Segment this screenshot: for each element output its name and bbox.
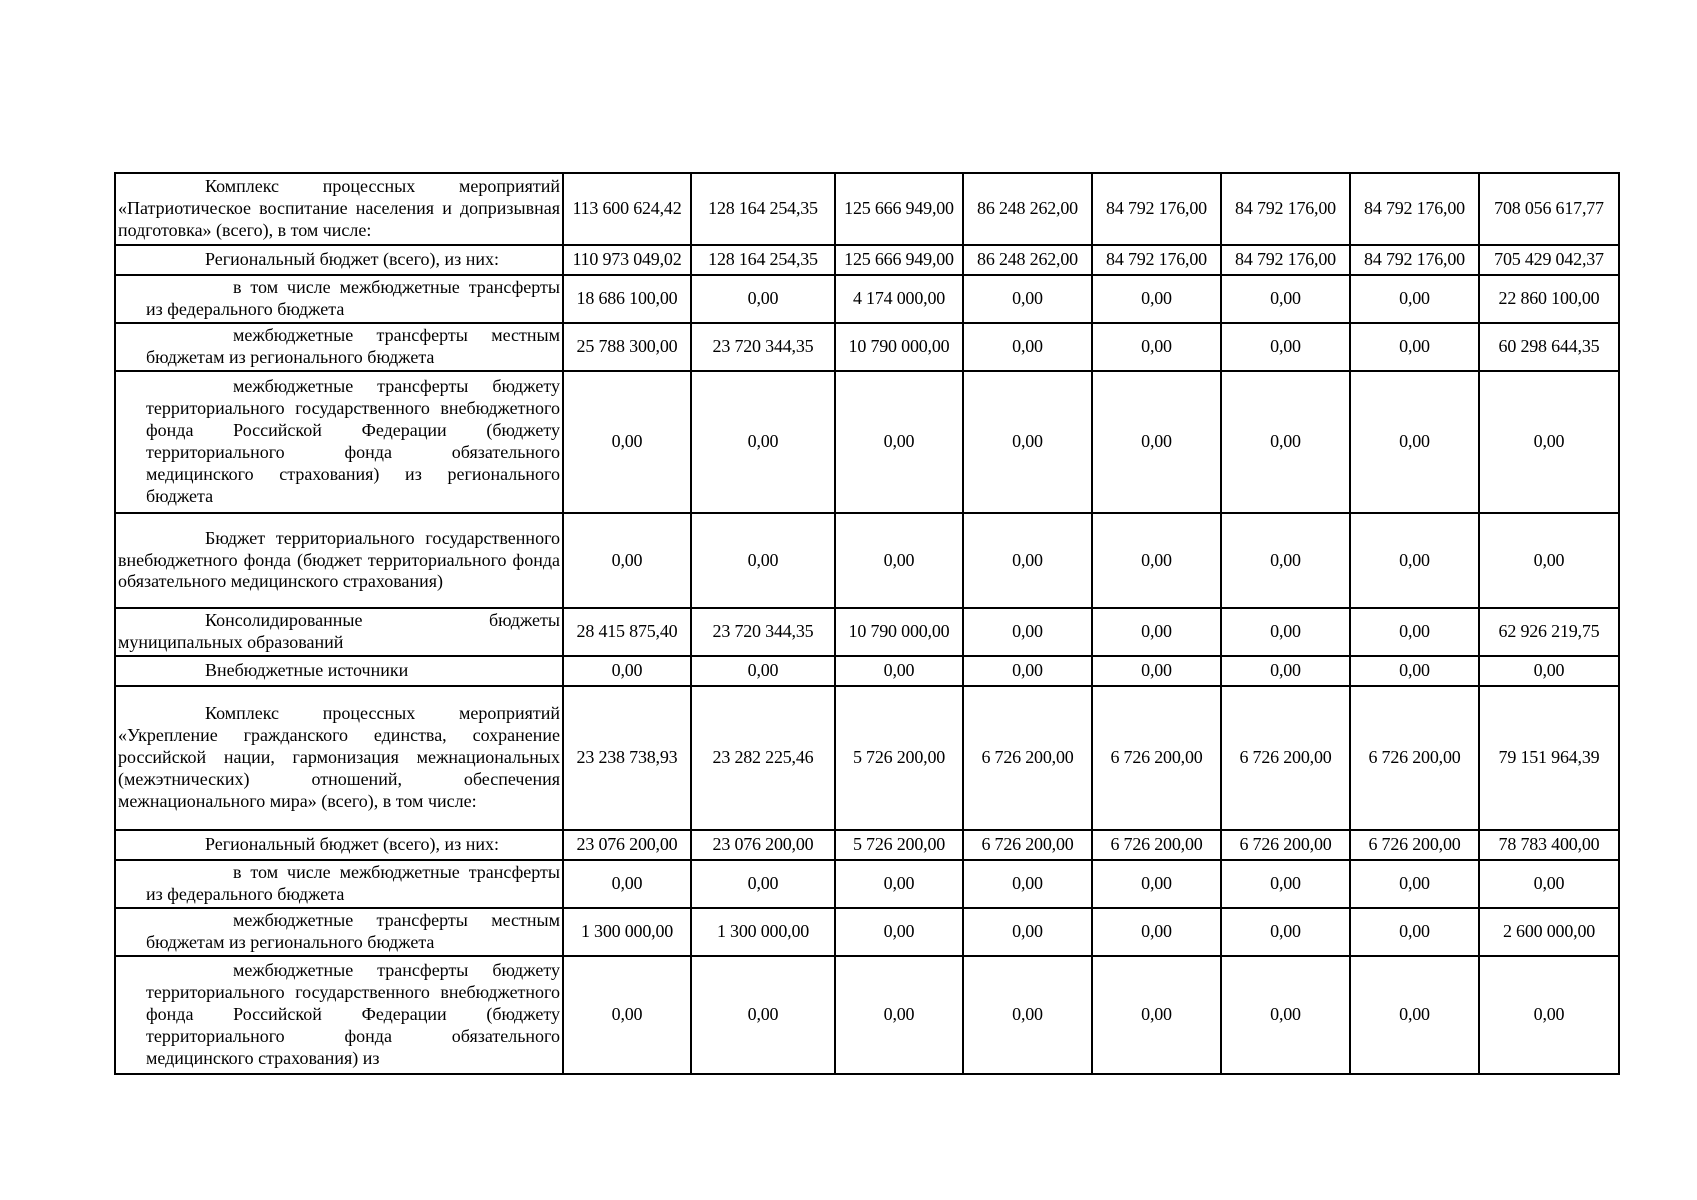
table-row (115, 860, 1619, 908)
row-label: Комплекс процессных мероприятий «Патриотическое воспитание населения и допризывная подготовка» (всего), в том числе: (115, 173, 563, 245)
value-cell: 10 790 000,00 (835, 608, 963, 656)
value-cell: 0,00 (963, 371, 1092, 513)
value-cell: 110 973 049,02 (563, 245, 691, 275)
value-cell: 0,00 (691, 956, 835, 1074)
value-cell: 0,00 (1092, 908, 1221, 956)
value-cell: 0,00 (1350, 608, 1479, 656)
value-cell: 23 282 225,46 (691, 686, 835, 830)
value-cell: 0,00 (691, 656, 835, 686)
value-cell: 4 174 000,00 (835, 275, 963, 323)
row-label: Региональный бюджет (всего), из них: (115, 830, 563, 860)
row-label: в том числе межбюджетные трансферты из федерального бюджета (115, 860, 563, 908)
value-cell: 0,00 (1221, 371, 1350, 513)
value-cell: 0,00 (963, 656, 1092, 686)
value-cell: 5 726 200,00 (835, 686, 963, 830)
value-cell: 0,00 (1092, 323, 1221, 371)
table-row (115, 513, 1619, 608)
value-cell: 0,00 (1350, 860, 1479, 908)
row-label: Консолидированные бюджеты муниципальных образований (115, 608, 563, 656)
value-cell: 0,00 (1350, 908, 1479, 956)
value-cell: 23 076 200,00 (691, 830, 835, 860)
value-cell: 0,00 (835, 956, 963, 1074)
value-cell: 84 792 176,00 (1221, 173, 1350, 245)
table-row (115, 830, 1619, 860)
table-row (115, 956, 1619, 1074)
value-cell: 0,00 (1221, 323, 1350, 371)
value-cell: 0,00 (835, 860, 963, 908)
value-cell: 23 720 344,35 (691, 608, 835, 656)
table-body (115, 173, 1619, 1074)
row-label: Бюджет территориального государственного внебюджетного фонда (бюджет территориального фонда обязательного медицинского страхования) (115, 513, 563, 608)
value-cell: 6 726 200,00 (1350, 686, 1479, 830)
value-cell: 0,00 (1092, 956, 1221, 1074)
value-cell: 0,00 (691, 513, 835, 608)
value-cell: 0,00 (835, 371, 963, 513)
value-cell: 0,00 (1221, 275, 1350, 323)
value-cell: 23 076 200,00 (563, 830, 691, 860)
value-cell: 6 726 200,00 (1092, 830, 1221, 860)
value-cell: 0,00 (1092, 860, 1221, 908)
value-cell: 5 726 200,00 (835, 830, 963, 860)
table-row (115, 908, 1619, 956)
row-label: в том числе межбюджетные трансферты из федерального бюджета (115, 275, 563, 323)
value-cell: 0,00 (563, 371, 691, 513)
row-label: межбюджетные трансферты бюджету территориального государственного внебюджетного фонда Российской Федерации (бюджету территориального фонда обязательного медицинского страхования) из (115, 956, 563, 1074)
value-cell: 0,00 (1350, 956, 1479, 1074)
value-cell: 18 686 100,00 (563, 275, 691, 323)
total-cell: 0,00 (1479, 371, 1619, 513)
value-cell: 86 248 262,00 (963, 173, 1092, 245)
budget-table (114, 172, 1620, 1075)
value-cell: 0,00 (1221, 513, 1350, 608)
value-cell: 0,00 (1350, 656, 1479, 686)
value-cell: 84 792 176,00 (1092, 173, 1221, 245)
total-cell: 79 151 964,39 (1479, 686, 1619, 830)
value-cell: 0,00 (963, 608, 1092, 656)
table-row (115, 323, 1619, 371)
row-label: межбюджетные трансферты бюджету территориального государственного внебюджетного фонда Российской Федерации (бюджету территориального фонда обязательного медицинского страхования) из регионального бюджета (115, 371, 563, 513)
row-label: Комплекс процессных мероприятий «Укрепление гражданского единства, сохранение российской нации, гармонизация межнациональных (межэтнических) отношений, обеспечения межнационального мира» (всего), в том числе: (115, 686, 563, 830)
value-cell: 84 792 176,00 (1092, 245, 1221, 275)
value-cell: 0,00 (963, 860, 1092, 908)
value-cell: 1 300 000,00 (563, 908, 691, 956)
row-label: Внебюджетные источники (115, 656, 563, 686)
value-cell: 10 790 000,00 (835, 323, 963, 371)
value-cell: 0,00 (1092, 513, 1221, 608)
total-cell: 22 860 100,00 (1479, 275, 1619, 323)
value-cell: 28 415 875,40 (563, 608, 691, 656)
table-row (115, 686, 1619, 830)
row-label: межбюджетные трансферты местным бюджетам из регионального бюджета (115, 323, 563, 371)
row-label: межбюджетные трансферты местным бюджетам из регионального бюджета (115, 908, 563, 956)
total-cell: 0,00 (1479, 656, 1619, 686)
total-cell: 2 600 000,00 (1479, 908, 1619, 956)
value-cell: 0,00 (1221, 656, 1350, 686)
value-cell: 0,00 (563, 860, 691, 908)
value-cell: 84 792 176,00 (1350, 245, 1479, 275)
value-cell: 0,00 (963, 323, 1092, 371)
value-cell: 128 164 254,35 (691, 173, 835, 245)
value-cell: 0,00 (1350, 323, 1479, 371)
value-cell: 0,00 (963, 275, 1092, 323)
value-cell: 0,00 (1092, 371, 1221, 513)
value-cell: 6 726 200,00 (1221, 830, 1350, 860)
total-cell: 78 783 400,00 (1479, 830, 1619, 860)
value-cell: 0,00 (1092, 275, 1221, 323)
table-row (115, 173, 1619, 245)
value-cell: 0,00 (563, 513, 691, 608)
value-cell: 6 726 200,00 (1221, 686, 1350, 830)
value-cell: 0,00 (1221, 860, 1350, 908)
value-cell: 0,00 (963, 908, 1092, 956)
table-row (115, 656, 1619, 686)
value-cell: 84 792 176,00 (1350, 173, 1479, 245)
value-cell: 25 788 300,00 (563, 323, 691, 371)
total-cell: 0,00 (1479, 956, 1619, 1074)
value-cell: 0,00 (1221, 608, 1350, 656)
value-cell: 0,00 (691, 860, 835, 908)
value-cell: 0,00 (1221, 956, 1350, 1074)
value-cell: 125 666 949,00 (835, 173, 963, 245)
value-cell: 0,00 (835, 513, 963, 608)
value-cell: 0,00 (963, 513, 1092, 608)
table-row (115, 371, 1619, 513)
value-cell: 128 164 254,35 (691, 245, 835, 275)
value-cell: 6 726 200,00 (963, 830, 1092, 860)
value-cell: 1 300 000,00 (691, 908, 835, 956)
value-cell: 6 726 200,00 (1350, 830, 1479, 860)
value-cell: 6 726 200,00 (963, 686, 1092, 830)
value-cell: 0,00 (1092, 608, 1221, 656)
value-cell: 125 666 949,00 (835, 245, 963, 275)
value-cell: 113 600 624,42 (563, 173, 691, 245)
value-cell: 23 720 344,35 (691, 323, 835, 371)
value-cell: 23 238 738,93 (563, 686, 691, 830)
value-cell: 86 248 262,00 (963, 245, 1092, 275)
value-cell: 0,00 (563, 656, 691, 686)
total-cell: 708 056 617,77 (1479, 173, 1619, 245)
total-cell: 60 298 644,35 (1479, 323, 1619, 371)
value-cell: 0,00 (835, 656, 963, 686)
value-cell: 0,00 (563, 956, 691, 1074)
value-cell: 0,00 (1221, 908, 1350, 956)
value-cell: 0,00 (1350, 371, 1479, 513)
table-row (115, 608, 1619, 656)
value-cell: 0,00 (1350, 275, 1479, 323)
total-cell: 62 926 219,75 (1479, 608, 1619, 656)
value-cell: 0,00 (691, 371, 835, 513)
value-cell: 84 792 176,00 (1221, 245, 1350, 275)
table-row (115, 275, 1619, 323)
value-cell: 0,00 (835, 908, 963, 956)
total-cell: 0,00 (1479, 513, 1619, 608)
value-cell: 0,00 (1350, 513, 1479, 608)
value-cell: 0,00 (1092, 656, 1221, 686)
value-cell: 6 726 200,00 (1092, 686, 1221, 830)
total-cell: 705 429 042,37 (1479, 245, 1619, 275)
total-cell: 0,00 (1479, 860, 1619, 908)
value-cell: 0,00 (963, 956, 1092, 1074)
value-cell: 0,00 (691, 275, 835, 323)
row-label: Региональный бюджет (всего), из них: (115, 245, 563, 275)
table-row (115, 245, 1619, 275)
